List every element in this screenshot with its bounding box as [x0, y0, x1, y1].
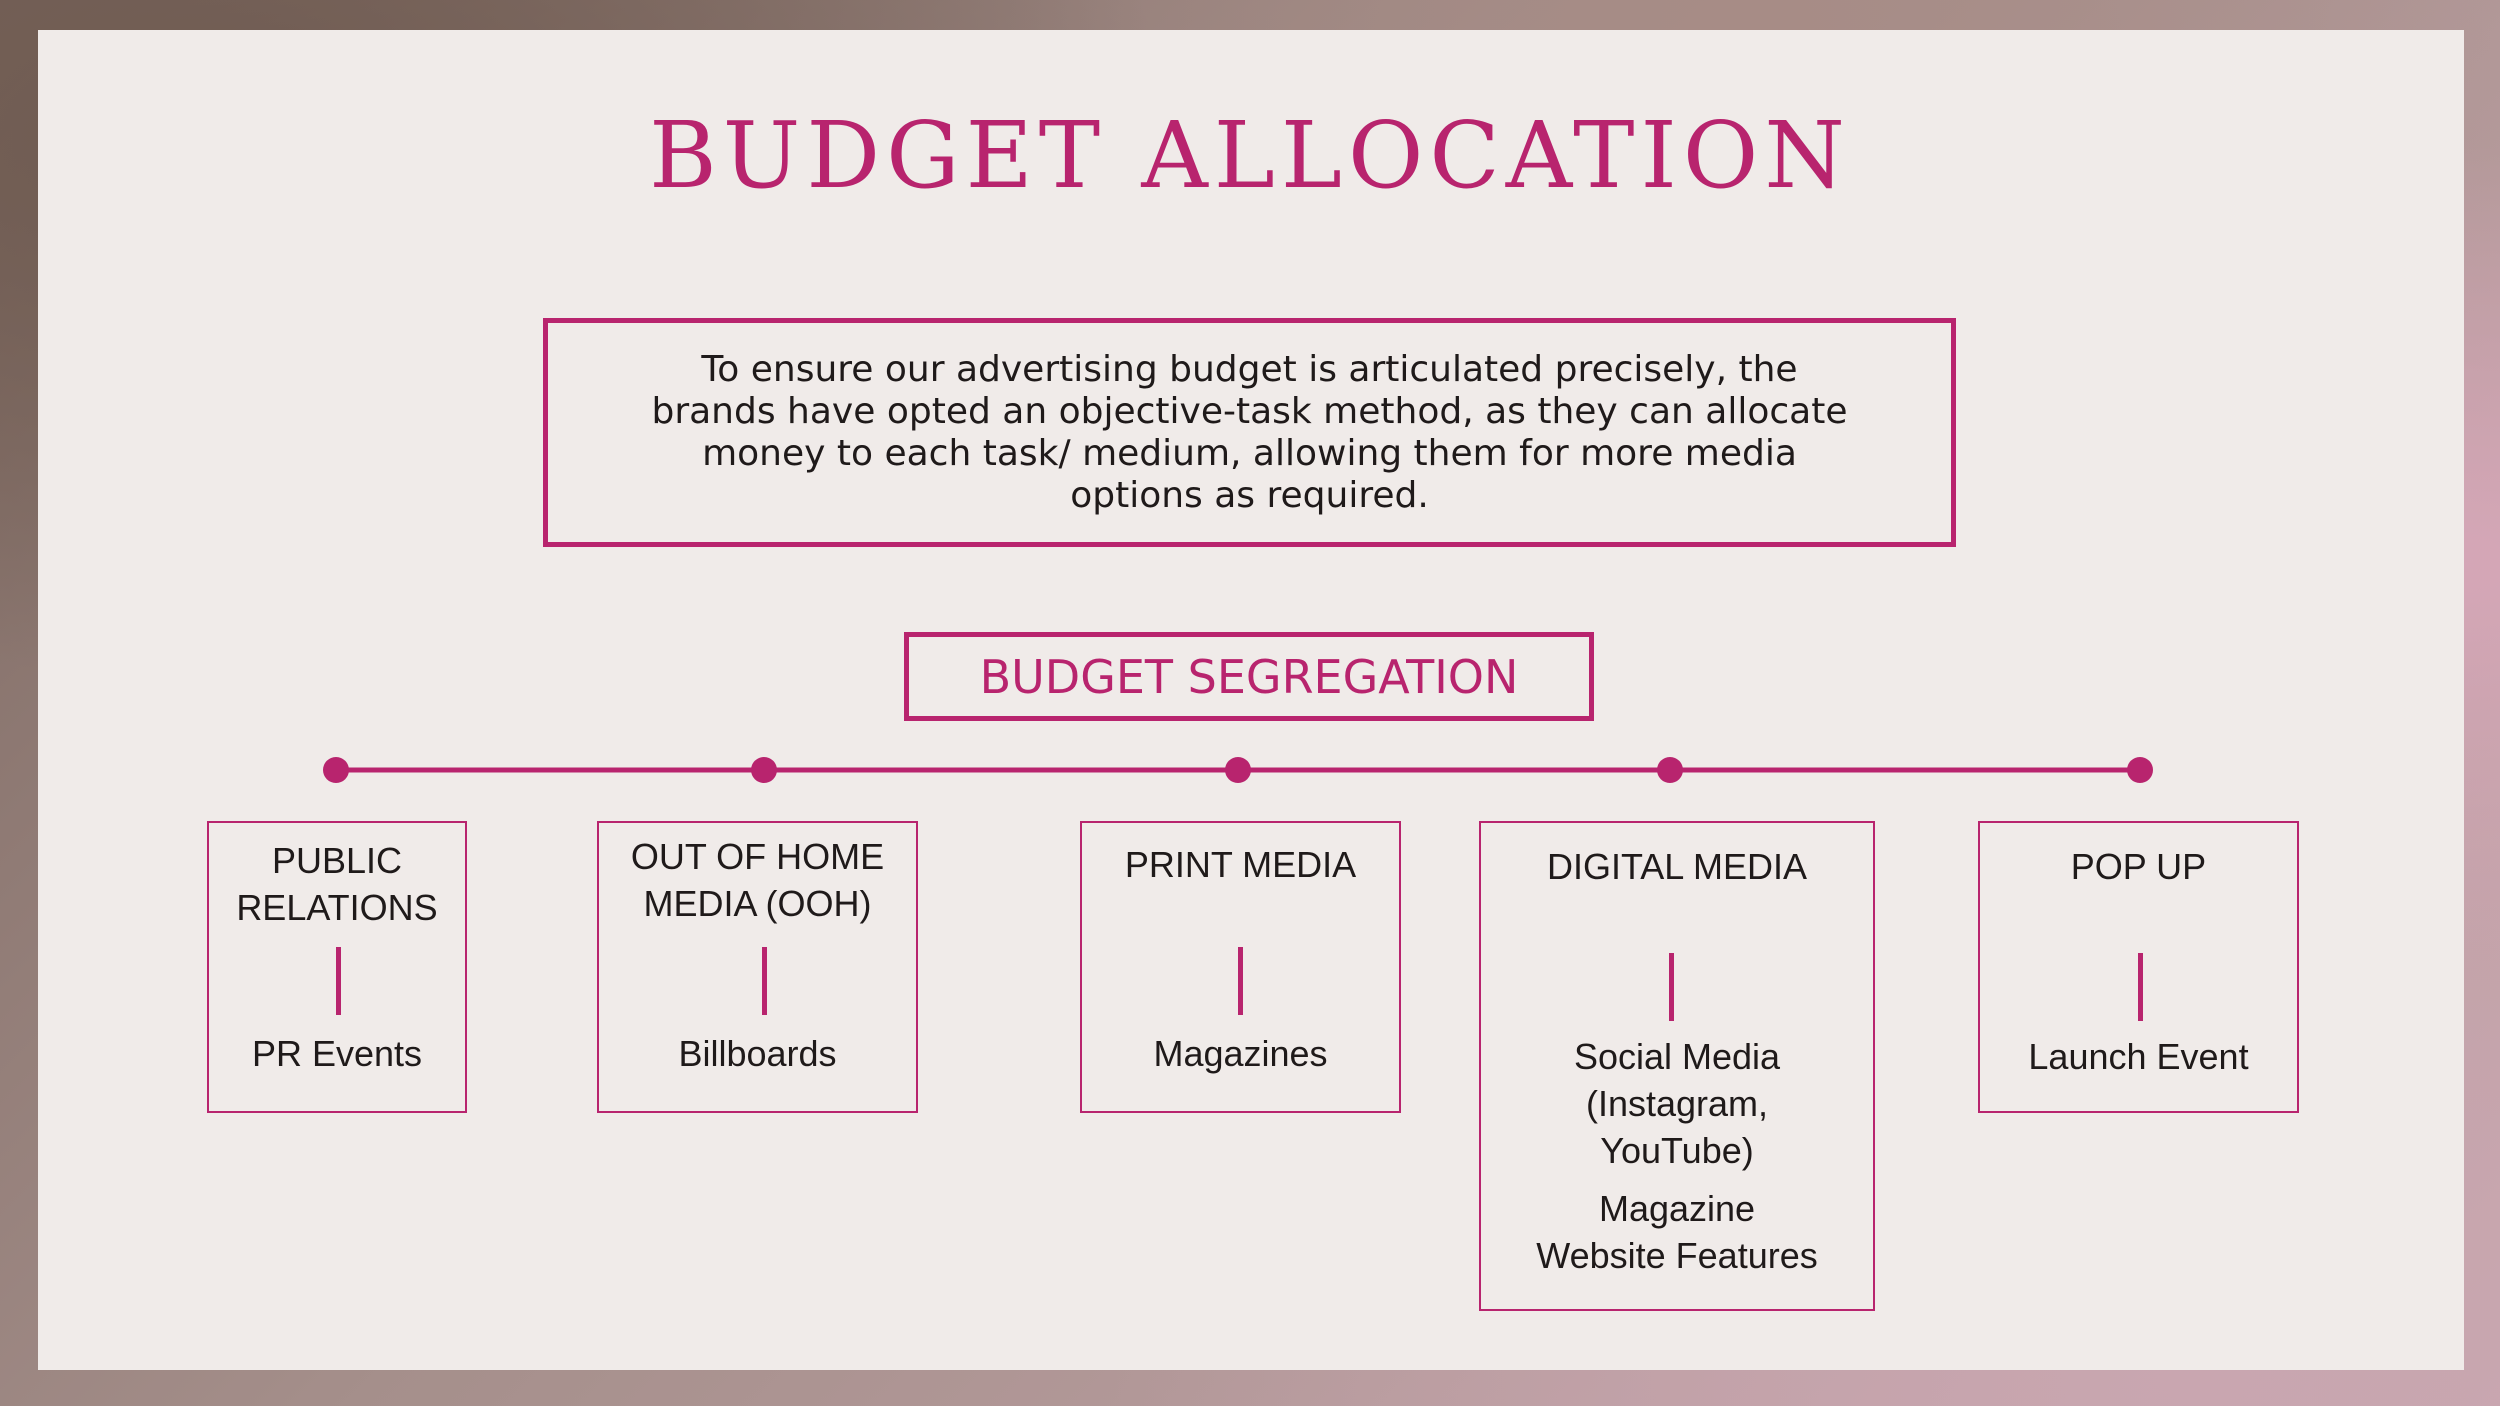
timeline-dot [751, 757, 777, 783]
category-digital-media [1479, 821, 1875, 1311]
timeline-dot [1657, 757, 1683, 783]
category-separator [2138, 953, 2143, 1021]
category-item: Billboards [678, 1033, 837, 1074]
category-heading: PRINT MEDIA [1124, 844, 1357, 885]
category-public-relations [207, 821, 467, 1113]
category-separator [336, 947, 341, 1015]
category-item: Magazines [1153, 1033, 1328, 1074]
category-separator [762, 947, 767, 1015]
category-heading: DIGITAL MEDIA [1546, 846, 1808, 887]
timeline-dot [323, 757, 349, 783]
timeline-dot [2127, 757, 2153, 783]
category-item: Magazine Website Features [1536, 1188, 1818, 1276]
segregation-label: BUDGET SEGREGATION [979, 649, 1519, 704]
category-out-of-home-media [597, 821, 918, 1113]
category-item: PR Events [251, 1033, 423, 1074]
category-item: Social Media (Instagram, YouTube) [1573, 1036, 1781, 1171]
intro-text: To ensure our advertising budget is articulated precisely, the brands have opted an objective-task method, as they can allocate money to each task/ medium, allowing them for more media options as required. [651, 348, 1848, 516]
category-heading: POP UP [2070, 846, 2207, 887]
category-item: Launch Event [2028, 1036, 2249, 1077]
page-title: BUDGET ALLOCATION [649, 102, 1851, 209]
category-separator [1669, 953, 1674, 1021]
category-print-media [1080, 821, 1401, 1113]
category-heading: OUT OF HOME MEDIA (OOH) [630, 836, 885, 924]
timeline-dot [1225, 757, 1251, 783]
category-pop-up [1978, 821, 2299, 1113]
category-heading: PUBLIC RELATIONS [236, 840, 438, 928]
category-separator [1238, 947, 1243, 1015]
